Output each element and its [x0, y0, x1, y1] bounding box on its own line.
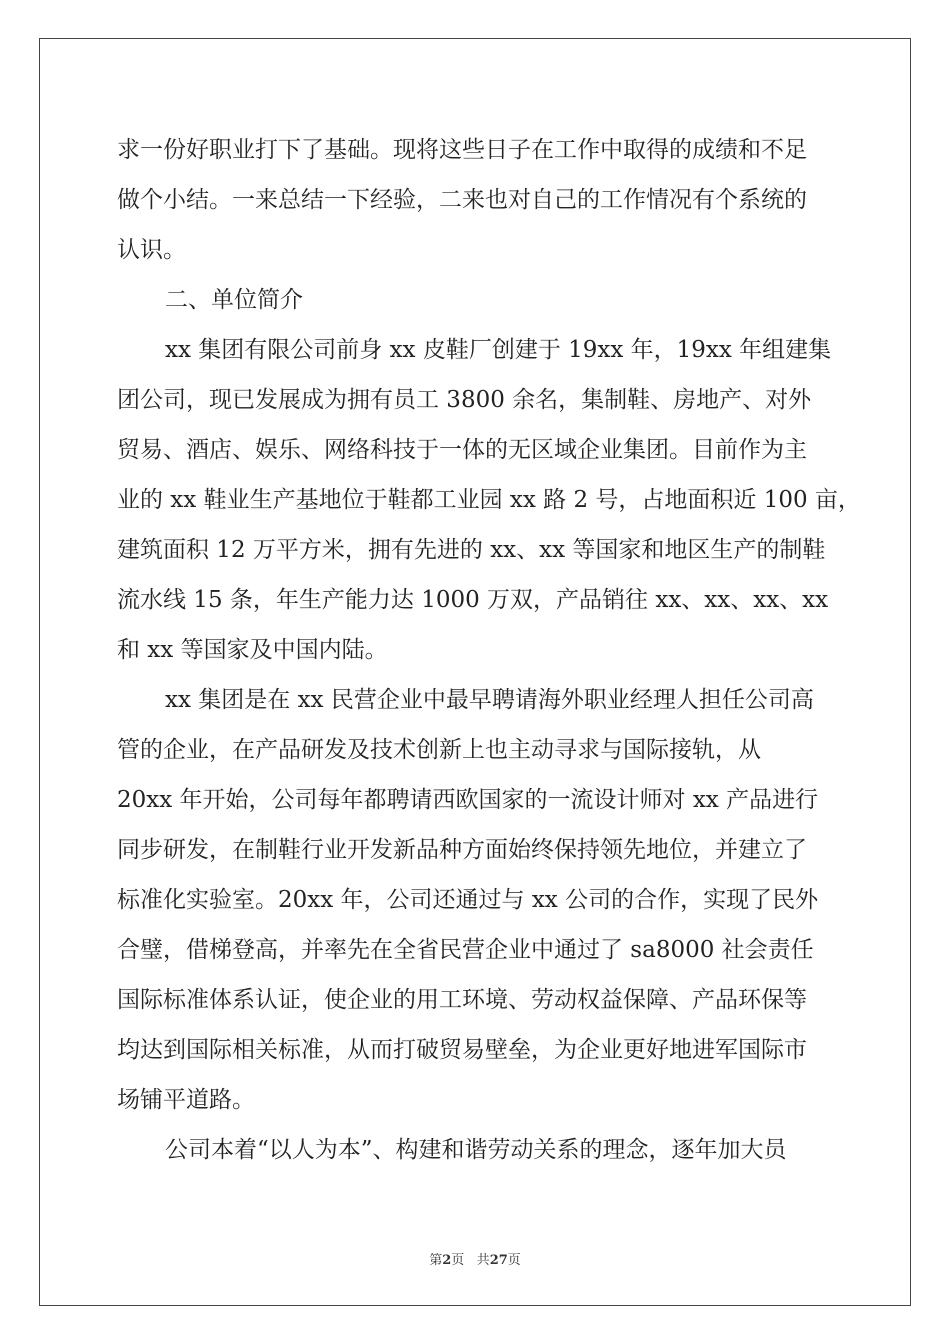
paragraph-line: 求一份好职业打下了基础。现将这些日子在工作中取得的成绩和不足 — [117, 137, 807, 163]
footer-total-prefix: 共 — [476, 1253, 490, 1268]
paragraph-line: 流水线 15 条，年生产能力达 1000 万双，产品销往 xx、xx、xx、xx — [117, 587, 829, 613]
paragraph-line: 认识。 — [117, 237, 186, 263]
total-page-count: 27 — [489, 1253, 508, 1268]
footer-page-word: 页 — [451, 1253, 465, 1268]
paragraph-line: 均达到国际相关标准，从而打破贸易壁垒，为企业更好地进军国际市 — [117, 1037, 807, 1063]
paragraph-line: 国际标准体系认证，使企业的用工环境、劳动权益保障、产品环保等 — [117, 987, 807, 1013]
paragraph-line: 业的 xx 鞋业生产基地位于鞋都工业园 xx 路 2 号，占地面积近 100 亩， — [117, 487, 861, 513]
paragraph-line: xx 集团是在 xx 民营企业中最早聘请海外职业经理人担任公司高 — [165, 687, 814, 713]
paragraph-line: 做个小结。一来总结一下经验，二来也对自己的工作情况有个系统的 — [117, 187, 807, 213]
paragraph-line: 标准化实验室。20xx 年，公司还通过与 xx 公司的合作，实现了民外 — [117, 887, 819, 913]
paragraph-line: 同步研发，在制鞋行业开发新品种方面始终保持领先地位，并建立了 — [117, 837, 807, 863]
paragraph-line: 合璧，借梯登高，并率先在全省民营企业中通过了 sa8000 社会责任 — [117, 937, 814, 963]
paragraph-line: xx 集团有限公司前身 xx 皮鞋厂创建于 19xx 年，19xx 年组建集 — [165, 337, 832, 363]
paragraph-line: 管的企业，在产品研发及技术创新上也主动寻求与国际接轨，从 — [117, 737, 761, 763]
footer-total-suffix: 页 — [507, 1253, 521, 1268]
paragraph-line: 贸易、酒店、娱乐、网络科技于一体的无区域企业集团。目前作为主 — [117, 437, 807, 463]
paragraph-line: 场铺平道路。 — [117, 1087, 255, 1113]
paragraph-line: 公司本着“以人为本”、构建和谐劳动关系的理念，逐年加大员 — [165, 1137, 787, 1163]
paragraph-line: 团公司，现已发展成为拥有员工 3800 余名，集制鞋、房地产、对外 — [117, 387, 812, 413]
paragraph-line: 和 xx 等国家及中国内陆。 — [117, 637, 388, 663]
paragraph-line: 建筑面积 12 万平方米，拥有先进的 xx、xx 等国家和地区生产的制鞋 — [117, 537, 826, 563]
current-page-number: 2 — [442, 1253, 452, 1268]
page-number-footer — [0, 1249, 950, 1268]
footer-prefix: 第 — [429, 1253, 443, 1268]
paragraph-line: 20xx 年开始，公司每年都聘请西欧国家的一流设计师对 xx 产品进行 — [117, 787, 819, 813]
section-heading: 二、单位简介 — [165, 287, 303, 313]
